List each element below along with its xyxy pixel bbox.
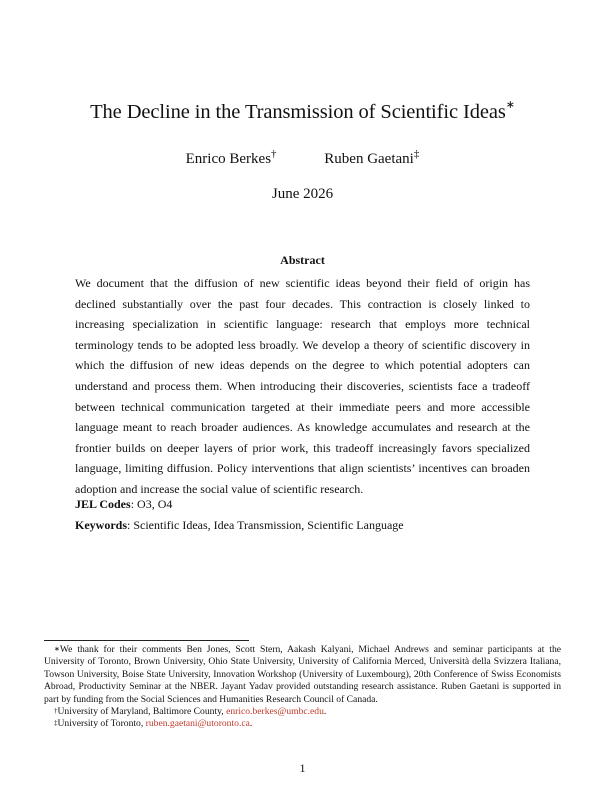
footnote: †University of Maryland, Baltimore County, enrico.berkes@umbc.edu. xyxy=(54,706,327,718)
author-name: Enrico Berkes† xyxy=(185,148,277,167)
footnote: ‡University of Toronto, ruben.gaetani@utoronto.ca. xyxy=(54,718,253,730)
footnotes xyxy=(44,644,561,731)
page-number: 1 xyxy=(299,761,306,775)
author-name: Ruben Gaetani‡ xyxy=(324,148,420,167)
authors xyxy=(0,148,605,168)
paper-date: June 2026 xyxy=(271,186,334,202)
abstract-text: We document that the diffusion of new scientific ideas beyond their field of origin has declined substantially over the past four decades. This contraction is closely linked to increasing specialization in scientific language: research that employs more technical terminology tends to be adopted less broadly. We develop a theory of scientific discovery in which the diffusion of new ideas depends on the degree to which potential adopters can understand and process them. When introducing their discoveries, scientists face a tradeoff between technical communication targeted at their immediate peers and more accessible language meant to reach broader audiences. As knowledge accumulates and research at the frontier builds on deeper layers of prior work, this tradeoff increasingly favors specialized language, limiting diffusion. Policy interventions that align scientists’ incentives can broaden adoption and increase the social value of scientific research. xyxy=(75,276,530,496)
jel-codes: JEL Codes: O3, O4 xyxy=(75,497,173,511)
paper-title: The Decline in the Transmission of Scientific Ideas∗ xyxy=(90,99,515,123)
email-link[interactable]: enrico.berkes@umbc.edu xyxy=(226,706,324,718)
footnote-rule xyxy=(44,640,249,641)
footnote: ∗We thank for their comments Ben Jones, Scott Stern, Aakash Kalyani, Michael Andrews and seminar participants at the University of Toronto, Brown University, Ohio State University, University of California Merced, Università della Svizzera Italiana, Towson University, Boise State University, Innovation Workshop (University of Luxembourg), 20th Conference of Swiss Economists Abroad, Productivity Seminar at the NBER. Jayant Yadav provided outstanding research assistance. Ruben Gaetani is supported in part by funding from the Social Sciences and Humanities Research Council of Canada. xyxy=(44,644,561,705)
title-footnote-mark: ∗ xyxy=(505,99,515,111)
keywords: Keywords: Scientific Ideas, Idea Transmission, Scientific Language xyxy=(75,518,404,532)
email-link[interactable]: ruben.gaetani@utoronto.ca xyxy=(145,718,250,730)
abstract-heading: Abstract xyxy=(280,253,325,267)
